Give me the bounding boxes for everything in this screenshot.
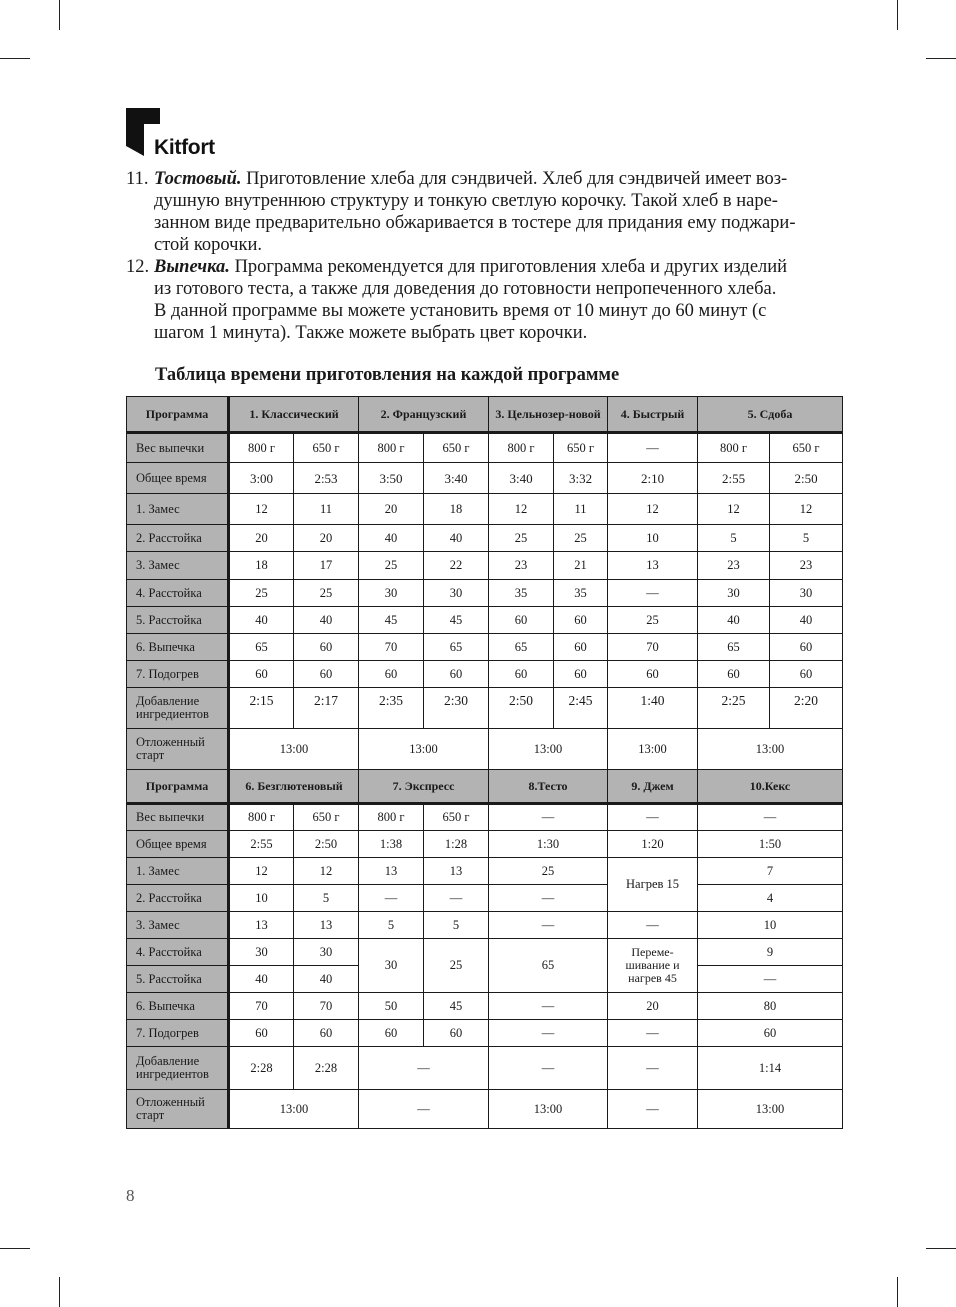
crop-mark [897,0,898,30]
column-header: 5. Сдоба [698,397,843,433]
table-cell: 40 [424,525,489,552]
table-cell: 50 [359,993,424,1020]
table-cell: 13 [229,912,294,939]
column-header: 4. Быстрый [608,397,698,433]
logo-text: Kitfort [154,136,215,159]
column-header: 6. Безглютеновый [229,770,359,804]
table-cell: 2:55 [698,463,770,494]
table-cell: 25 [424,939,489,993]
crop-mark [0,1248,30,1249]
row-label: Общее время [127,831,229,858]
table-cell: 11 [294,494,359,525]
table-cell: 65 [489,939,608,993]
table-cell: 2:30 [424,688,489,729]
table-header-row [127,397,843,433]
crop-mark [0,58,30,59]
crop-mark [926,1248,956,1249]
row-label: 7. Подогрев [127,661,229,688]
table-cell: 2:53 [294,463,359,494]
column-header: Программа [127,770,229,804]
table-cell: 800 г [229,433,294,463]
table-cell: 13:00 [698,1090,843,1129]
item-line: Тостовый. Приготовление хлеба для сэндвичей. Хлеб для сэндвичей имеет воз- [154,169,788,189]
table-cell: 12 [294,858,359,885]
table-cell: 650 г [294,433,359,463]
table-cell: 2:15 [229,688,294,729]
table-cell: 60 [698,1020,843,1047]
table-cell: 650 г [294,804,359,831]
table-cell: 30 [229,939,294,966]
table-cell: 30 [698,580,770,607]
table-cell: 40 [770,607,843,634]
table-cell: 2:55 [229,831,294,858]
table-cell: 40 [359,525,424,552]
table-row [127,858,843,885]
table-cell: 25 [489,525,554,552]
table-cell: — [608,1047,698,1090]
table-cell: 4 [698,885,843,912]
table-cell: 60 [608,661,698,688]
table-cell: 13 [608,552,698,580]
row-label: 2. Расстойка [127,885,229,912]
table-cell: 60 [489,661,554,688]
column-header: Программа [127,397,229,433]
table-cell: 13 [359,858,424,885]
column-header: 8.Тесто [489,770,608,804]
crop-mark [59,0,60,30]
table-cell: 2:20 [770,688,843,729]
row-label: 5. Расстойка [127,607,229,634]
table-row [127,607,843,634]
table-cell: 18 [229,552,294,580]
table-cell: 45 [359,607,424,634]
row-label: 4. Расстойка [127,939,229,966]
table-cell: 30 [294,939,359,966]
cooking-time-table [126,396,843,1129]
table-cell: 800 г [698,433,770,463]
table-row [127,661,843,688]
table-row [127,552,843,580]
table-cell: — [489,1047,608,1090]
table-row [127,634,843,661]
table-cell: 12 [698,494,770,525]
table-row [127,688,843,729]
table-cell: 13:00 [229,729,359,770]
table-cell: 40 [229,966,294,993]
table-cell: 1:40 [608,688,698,729]
table-row [127,1047,843,1090]
table-cell: 45 [424,607,489,634]
row-label: Добавление ингредиентов [127,688,229,729]
crop-mark [897,1277,898,1307]
table-cell: 7 [698,858,843,885]
table-cell: 40 [294,966,359,993]
table-cell: 20 [229,525,294,552]
table-cell: 650 г [770,433,843,463]
row-label: 3. Замес [127,912,229,939]
item-line: стой корочки. [154,235,262,255]
table-row [127,580,843,607]
table-cell: 10 [698,912,843,939]
item-line: шагом 1 минута). Также можете выбрать цвет корочки. [154,323,588,343]
table-cell: 60 [424,661,489,688]
table-cell: 21 [554,552,608,580]
table-cell: 30 [359,939,424,993]
table-cell: 65 [229,634,294,661]
table-cell: — [489,912,608,939]
row-label: 6. Выпечка [127,634,229,661]
table-cell: 12 [770,494,843,525]
table-cell: 2:28 [294,1047,359,1090]
table-cell: 10 [229,885,294,912]
table-cell: — [608,580,698,607]
table-cell: 5 [294,885,359,912]
row-label: 1. Замес [127,494,229,525]
table-cell: 30 [359,580,424,607]
table-cell: 30 [770,580,843,607]
table-cell: 2:45 [554,688,608,729]
table-cell: 12 [489,494,554,525]
table-cell: 2:28 [229,1047,294,1090]
crop-mark [926,58,956,59]
row-label: 2. Расстойка [127,525,229,552]
table-cell: 60 [424,1020,489,1047]
table-cell: 25 [359,552,424,580]
item-line: Выпечка. Программа рекомендуется для приготовления хлеба и других изделий [154,257,788,277]
table-cell: 2:25 [698,688,770,729]
row-label: Отложенный старт [127,1090,229,1129]
table-cell: 22 [424,552,489,580]
table-row [127,912,843,939]
table-cell: 800 г [489,433,554,463]
table-cell: — [359,1047,489,1090]
table-cell: — [424,885,489,912]
table-cell: 65 [489,634,554,661]
table-cell: 60 [294,634,359,661]
table-cell: 60 [698,661,770,688]
table-cell: 60 [359,1020,424,1047]
table-cell: 1:14 [698,1047,843,1090]
table-cell: — [698,804,843,831]
table-cell: 45 [424,993,489,1020]
table-cell: 30 [424,580,489,607]
table-cell: 35 [554,580,608,607]
table-row [127,804,843,831]
table-cell: 1:20 [608,831,698,858]
table-cell: 10 [608,525,698,552]
table-cell: 60 [770,634,843,661]
item-title: Тостовый. [154,169,242,189]
table-cell: 1:50 [698,831,843,858]
row-label: 6. Выпечка [127,993,229,1020]
table-cell: 1:28 [424,831,489,858]
table-cell: Нагрев 15 [608,858,698,912]
table-cell: 2:50 [294,831,359,858]
page-number: 8 [126,1186,135,1205]
table-cell: 2:17 [294,688,359,729]
table-cell: 800 г [229,804,294,831]
table-cell: 650 г [554,433,608,463]
table-cell: 13 [294,912,359,939]
table-cell: 60 [229,1020,294,1047]
table-cell: — [489,885,608,912]
table-cell: 60 [294,1020,359,1047]
table-cell: 23 [698,552,770,580]
table-header-row [127,770,843,804]
row-label: Вес выпечки [127,433,229,463]
row-label: Отложенный старт [127,729,229,770]
row-label: Общее время [127,463,229,494]
table-cell: 650 г [424,433,489,463]
table-cell: 65 [424,634,489,661]
row-label: 1. Замес [127,858,229,885]
crop-mark [59,1277,60,1307]
table-row [127,494,843,525]
table-cell: 13:00 [229,1090,359,1129]
table-cell: 65 [698,634,770,661]
item-line: из готового теста, а также для доведения до готовности непропеченного хлеба. [154,279,777,299]
table-cell: — [359,1090,489,1129]
table-cell: 3:50 [359,463,424,494]
table-row [127,831,843,858]
table-cell: 60 [294,661,359,688]
table-cell: 1:38 [359,831,424,858]
table-caption: Таблица времени приготовления на каждой программе [155,365,620,385]
table-cell: 25 [554,525,608,552]
table-row [127,525,843,552]
table-row [127,885,843,912]
table-cell: 1:30 [489,831,608,858]
table-cell: 40 [698,607,770,634]
table-cell: 23 [770,552,843,580]
table-cell: 25 [294,580,359,607]
table-cell: 9 [698,939,843,966]
table-cell: 70 [229,993,294,1020]
table-cell: 40 [229,607,294,634]
table-cell: 3:32 [554,463,608,494]
table-cell: 23 [489,552,554,580]
table-row [127,993,843,1020]
table-cell: 13:00 [489,729,608,770]
table-cell: 70 [359,634,424,661]
table-cell: 650 г [424,804,489,831]
item-title: Выпечка. [154,257,230,277]
column-header: 9. Джем [608,770,698,804]
table-cell: 60 [489,607,554,634]
table-cell: 12 [608,494,698,525]
table-cell: 40 [294,607,359,634]
table-cell: — [489,1020,608,1047]
table-cell: 17 [294,552,359,580]
item-line: занном виде предварительно обжаривается в тостере для придания ему поджари- [154,213,796,233]
item-line: душную внутреннюю структуру и тонкую светлую корочку. Такой хлеб в наре- [154,191,778,211]
column-header: 3. Цельнозер-новой [489,397,608,433]
row-label: 5. Расстойка [127,966,229,993]
table-cell: 13:00 [608,729,698,770]
table-cell: 3:40 [489,463,554,494]
table-row [127,463,843,494]
table-cell: 25 [608,607,698,634]
table-row [127,939,843,966]
table-cell: 20 [608,993,698,1020]
table-row [127,433,843,463]
table-cell: 20 [359,494,424,525]
table-cell: — [608,912,698,939]
column-header: 1. Классический [229,397,359,433]
table-cell: 2:35 [359,688,424,729]
table-cell: 35 [489,580,554,607]
list-item-toast [126,168,841,256]
table-cell: 11 [554,494,608,525]
table-cell: 20 [294,525,359,552]
table-cell: 13:00 [489,1090,608,1129]
table-cell: — [608,1090,698,1129]
row-label: Вес выпечки [127,804,229,831]
row-label: 7. Подогрев [127,1020,229,1047]
table-cell: 13:00 [359,729,489,770]
table-cell: 5 [770,525,843,552]
column-header: 2. Французский [359,397,489,433]
table-cell: — [698,966,843,993]
table-cell: 5 [359,912,424,939]
table-cell: 60 [554,634,608,661]
table-cell: 3:40 [424,463,489,494]
table-cell: — [489,804,608,831]
column-header: 10.Кекс [698,770,843,804]
table-cell: 18 [424,494,489,525]
table-cell: 5 [698,525,770,552]
table-cell: — [608,1020,698,1047]
item-number: 12. [126,257,150,277]
table-cell: 12 [229,494,294,525]
table-row [127,1090,843,1129]
table-cell: 5 [424,912,489,939]
table-cell: 25 [489,858,608,885]
table-cell: 80 [698,993,843,1020]
table-cell: — [359,885,424,912]
table-cell: — [608,433,698,463]
table-cell: 2:50 [489,688,554,729]
table-cell: 3:00 [229,463,294,494]
table-cell: 13 [424,858,489,885]
table-cell: 13:00 [698,729,843,770]
table-cell: 70 [608,634,698,661]
table-cell: 2:10 [608,463,698,494]
table-row [127,1020,843,1047]
table-cell: 25 [229,580,294,607]
item-number: 11. [126,169,149,189]
table-cell: — [608,804,698,831]
table-cell: 60 [554,607,608,634]
table-cell: 12 [229,858,294,885]
row-label: Добавление ингредиентов [127,1047,229,1090]
list-item-bake [126,256,841,344]
table-cell: 70 [294,993,359,1020]
table-cell: 2:50 [770,463,843,494]
table-cell: — [489,993,608,1020]
item-line: В данной программе вы можете установить время от 10 минут до 60 минут (с [154,301,767,321]
table-cell: 60 [359,661,424,688]
table-row [127,729,843,770]
row-label: 3. Замес [127,552,229,580]
table-cell: 60 [229,661,294,688]
table-cell: 800 г [359,804,424,831]
table-cell: 60 [770,661,843,688]
row-label: 4. Расстойка [127,580,229,607]
column-header: 7. Экспресс [359,770,489,804]
table-cell: Переме-шивание и нагрев 45 [608,939,698,993]
table-cell: 60 [554,661,608,688]
table-cell: 800 г [359,433,424,463]
